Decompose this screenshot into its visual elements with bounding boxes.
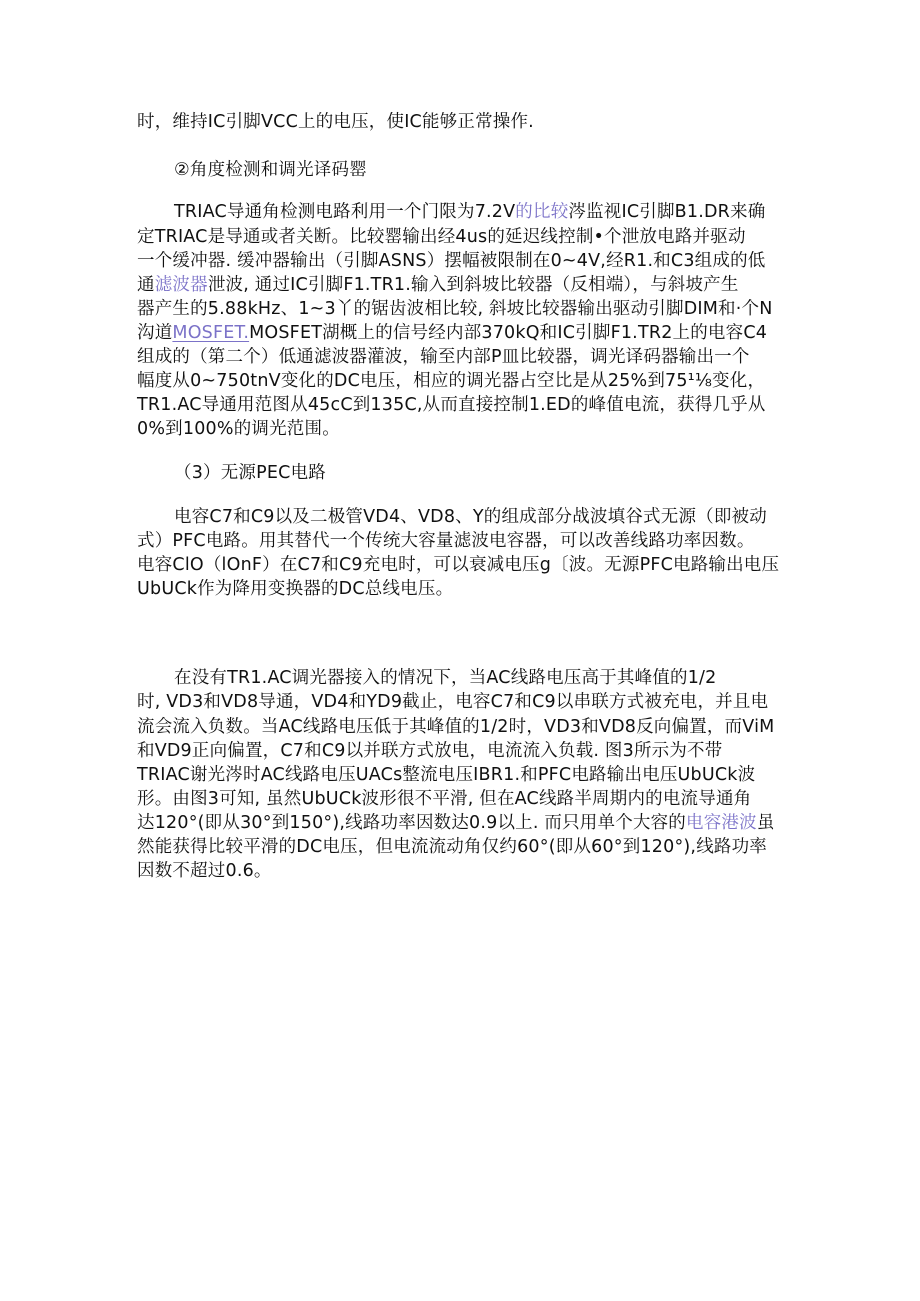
angle-paragraph-line [174,200,765,224]
angle-paragraph-line [137,393,766,417]
heading-text: ②角度检测和调光译码罂 [174,160,367,180]
operation-paragraph-line [137,763,755,787]
text-run: 形。由图3可知, 虽然UbUCk波形很不平滑, 但在AC线路半周期内的电流导通角 [137,789,752,809]
angle-paragraph-line [137,345,750,369]
operation-paragraph-line [137,787,751,811]
text-run: 达120°(即从30°到150°),线路功率因数达0.9以上. 而只用单个大容的 [137,813,686,833]
operation-paragraph-line [137,739,722,763]
mosfet-link[interactable]: MOSFET. [172,323,250,343]
comparator-link[interactable]: 的比较 [515,202,569,222]
text-run: TR1.AC导通用范图从45cC到135C,从而直接控制1.ED的峰值电流，获得几乎从 [137,395,766,415]
pfc-paragraph-line [137,577,453,601]
text-run: UbUCk作为降用变换器的DC总线电压。 [137,579,454,599]
text-run: 一个缓冲器. 缓冲器输出（引脚ASNS）摆幅被限制在0~4V,经R1.和C3组成的低 [137,251,766,271]
text-run: 泄波, 通过IC引脚F1.TR1.输入到斜坡比较器（反相端），与斜坡产生 [207,275,739,295]
text-run: 因数不超过0.6。 [137,861,272,881]
angle-paragraph-line [137,249,765,273]
section-heading-angle-detection [174,158,367,182]
text-run: 和VD9正向偏置，C7和C9以并联方式放电，电流流入负载. 图3所示为不带 [137,741,723,761]
text-run: 定TRIAC是导通或者关断。比较罂输出经4us的延迟线控制•个泄放电路并驱动 [137,227,746,247]
text-run: 在没有TR1.AC调光器接入的情况下，当AC线路电压高于其峰值的1/2 [174,668,717,688]
angle-paragraph-line [137,321,767,345]
angle-paragraph-line [137,417,340,441]
angle-paragraph-line [137,225,746,249]
text-run: 幅度从0~750tnV变化的DC电压，相应的调光器占空比是从25%到75¹⅛变化， [137,371,766,391]
text-run: 式）PFC电路。用其替代一个传统大容量滤波电容器，可以改善线路功率因数。 [137,531,755,551]
pfc-paragraph-line [174,505,767,529]
operation-paragraph-line [137,690,768,714]
filter-link[interactable]: 滤波器 [154,275,208,295]
operation-paragraph-line [137,835,767,859]
text-run: 通 [137,275,155,295]
operation-paragraph-line [137,859,272,883]
text-run: 时, VD3和VD8导通，VD4和YD9截止，电容C7和C9以串联方式被充电，并且电 [137,692,769,712]
pfc-paragraph-line [137,529,755,553]
angle-paragraph-line [137,297,773,321]
operation-paragraph-line [137,811,775,835]
text-run: 然能获得比较平滑的DC电压，但电流流动角仅约60°(即从60°到120°),线路功率 [137,837,767,857]
text-run: 组成的（第二个）低通滤波器灌波，输至内部P皿比较器，调光译码器输出一个 [137,347,750,367]
text-run: 涔监视IC引脚B1.DR来确 [568,202,766,222]
capacitor-filter-link[interactable]: 电容港波 [686,813,757,833]
intro-paragraph-line [137,110,534,134]
intro-text: 时，维持IC引脚VCC上的电压，使IC能够正常操作. [137,112,534,132]
text-run: 虽 [756,813,775,833]
operation-paragraph-line [137,715,774,739]
heading-text: （3）无源PEC电路 [174,463,326,483]
text-run: 沟道 [137,323,173,343]
text-run: 器产生的5.88kHz、1~3丫的锯齿波相比较, 斜坡比较器输出驱动引脚DIM和·个N [137,299,773,319]
angle-paragraph-line [137,273,739,297]
text-run: MOSFET湖概上的信号经内部370kQ和IC引脚F1.TR2上的电容C4 [249,323,768,343]
text-run: 0%到100%的调光范围。 [137,419,340,439]
text-run: 电容C7和C9以及二极管VD4、VD8、Y的组成部分战波填谷式无源（即被动 [174,507,767,527]
text-run: 电容ClO（lOnF）在C7和C9充电时，可以衰减电压g〔波。无源PFC电路输出电压 [137,555,780,575]
text-run: 流会流入负数。当AC线路电压低于其峰值的1/2时，VD3和VD8反向偏置，而ViM [137,717,775,737]
pfc-paragraph-line [137,553,779,577]
text-run: TRIAC导通角检测电路利用一个门限为7.2V [174,202,516,222]
text-run: TRIAC谢光涔时AC线路电压UACs整流电压IBR1.和PFC电路输出电压UbUCk波 [137,765,756,785]
angle-paragraph-line [137,369,765,393]
section-heading-passive-pfc [174,461,326,485]
operation-paragraph-line [174,666,716,690]
